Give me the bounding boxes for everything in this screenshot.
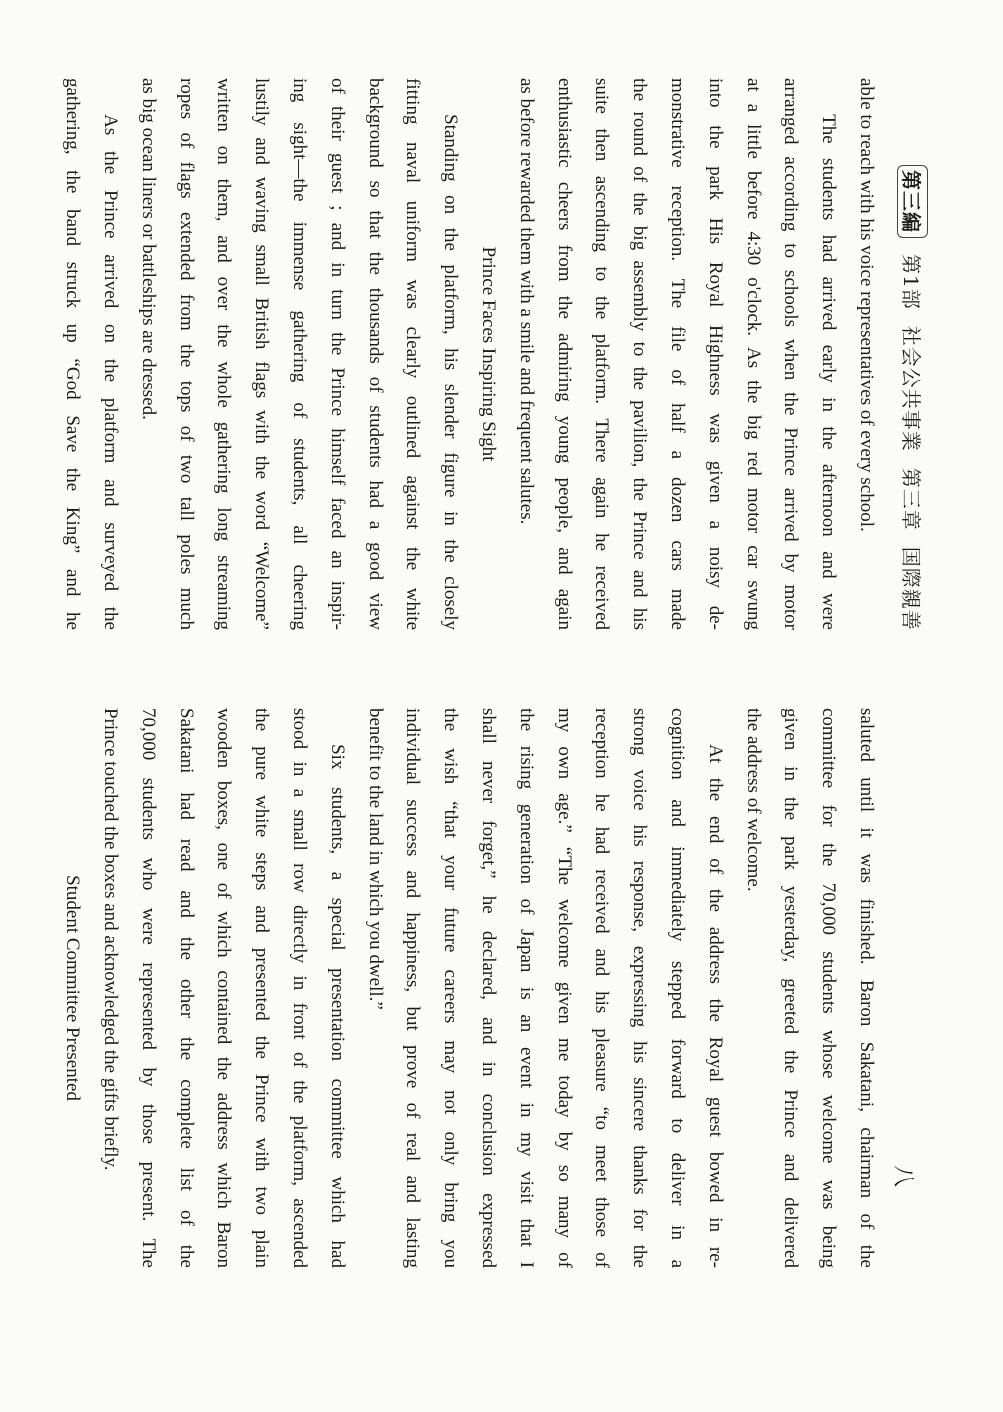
text-line: gathering, the band struck up “God Save the King” and he <box>62 78 84 630</box>
text-column-lower <box>53 708 885 1268</box>
header-chapter: 第三章 <box>899 467 923 531</box>
header-part: 第1部 <box>899 254 923 310</box>
text-column-upper <box>53 78 885 630</box>
text-line: into the park His Royal Highness was given a noisy de- <box>704 78 726 630</box>
text-line: as big ocean liners or battleships are dressed. <box>137 78 159 420</box>
text-line: ropes of flags extended from the tops of two tall poles much <box>175 78 197 630</box>
text-line: 70,000 students who were represented by those present. The <box>137 708 159 1268</box>
text-line: saluted until it was finished. Baron Sakatani, chairman of the <box>856 708 877 1268</box>
text-line: strong voice his response, expressing his sincere thanks for the <box>629 708 651 1268</box>
text-line: as before rewarded them with a smile and frequent salutes. <box>515 78 537 525</box>
text-line: Six students, a special presentation committee which had <box>326 744 348 1268</box>
text-line: Standing on the platform, his slender figure in the closely <box>440 114 462 630</box>
text-line: committee for the 70,000 students whose welcome was being <box>818 708 840 1268</box>
text-line: shall never forget,” he declared, and in conclusion expressed <box>478 708 500 1268</box>
text-line: arranged according to schools when the Prince arrived by motor <box>780 78 802 630</box>
text-line: cognition and immediately stepped forward to deliver in a <box>667 708 689 1268</box>
text-line: background so that the thousands of students had a good view <box>364 78 386 630</box>
header-edition: 第三編 <box>897 165 928 238</box>
page-number: 八 <box>890 1165 915 1188</box>
text-line: Prince touched the boxes and acknowledged the gifts briefly. <box>100 708 122 1171</box>
text-line: the pure white steps and presented the Prince with two plain <box>251 708 273 1268</box>
text-line: monstrative reception. The file of half a dozen cars made <box>667 78 689 630</box>
text-line: At the end of the address the Royal guest bowed in re- <box>704 744 726 1268</box>
text-line: my own age.” “The welcome given me today by so many of <box>553 708 575 1268</box>
section-heading: Student Committee Presented <box>62 875 84 1101</box>
text-line: written on them, and over the whole gathering long streaming <box>213 78 235 630</box>
text-line: ing sight—the immense gathering of students, all cheering <box>289 78 311 630</box>
text-line: able to reach with his voice representatives of every school. <box>856 78 877 532</box>
text-line: fitting naval uniform was clearly outlined against the white <box>402 78 424 630</box>
text-line: the rising generation of Japan is an event in my visit that I <box>515 708 537 1268</box>
text-line: lustily and waving small British flags with the word “Welcome” <box>251 78 273 630</box>
text-line: The students had arrived early in the afternoon and were <box>818 114 840 630</box>
text-line: at a little before 4:30 o'clock. As the big red motor car swung <box>742 78 764 630</box>
text-line: given in the park yesterday, greeted the Prince and delivered <box>780 708 802 1268</box>
text-line: reception he had received and his pleasure “to meet those of <box>591 708 613 1268</box>
text-line: wooden boxes, one of which contained the address which Baron <box>213 708 235 1268</box>
text-line: the address of welcome. <box>742 708 764 892</box>
text-line: individual success and happiness, but prove of real and lasting <box>402 708 424 1268</box>
header-chapter-title: 国際親善 <box>899 546 923 631</box>
text-line: benefit to the land in which you dwell.” <box>364 708 386 1010</box>
text-line: enthusiastic cheers from the admiring young people, and again <box>553 78 575 630</box>
running-header <box>897 165 928 631</box>
text-line: of their guest ; and in turn the Prince himself faced an inspir- <box>326 78 348 630</box>
text-line: the round of the big assembly to the pavilion, the Prince and his <box>629 78 651 630</box>
section-heading: Prince Faces Inspiring Sight <box>478 246 500 462</box>
text-line: suite then ascending to the platform. There again he received <box>591 78 613 630</box>
header-section: 社会公共事業 <box>899 325 923 452</box>
text-line: Sakatani had read and the other the complete list of the <box>175 708 197 1268</box>
text-line: stood in a small row directly in front of the platform, ascended <box>289 708 311 1268</box>
text-line: the wish “that your future careers may not only bring you <box>440 708 462 1268</box>
text-line: As the Prince arrived on the platform and surveyed the <box>100 114 122 630</box>
